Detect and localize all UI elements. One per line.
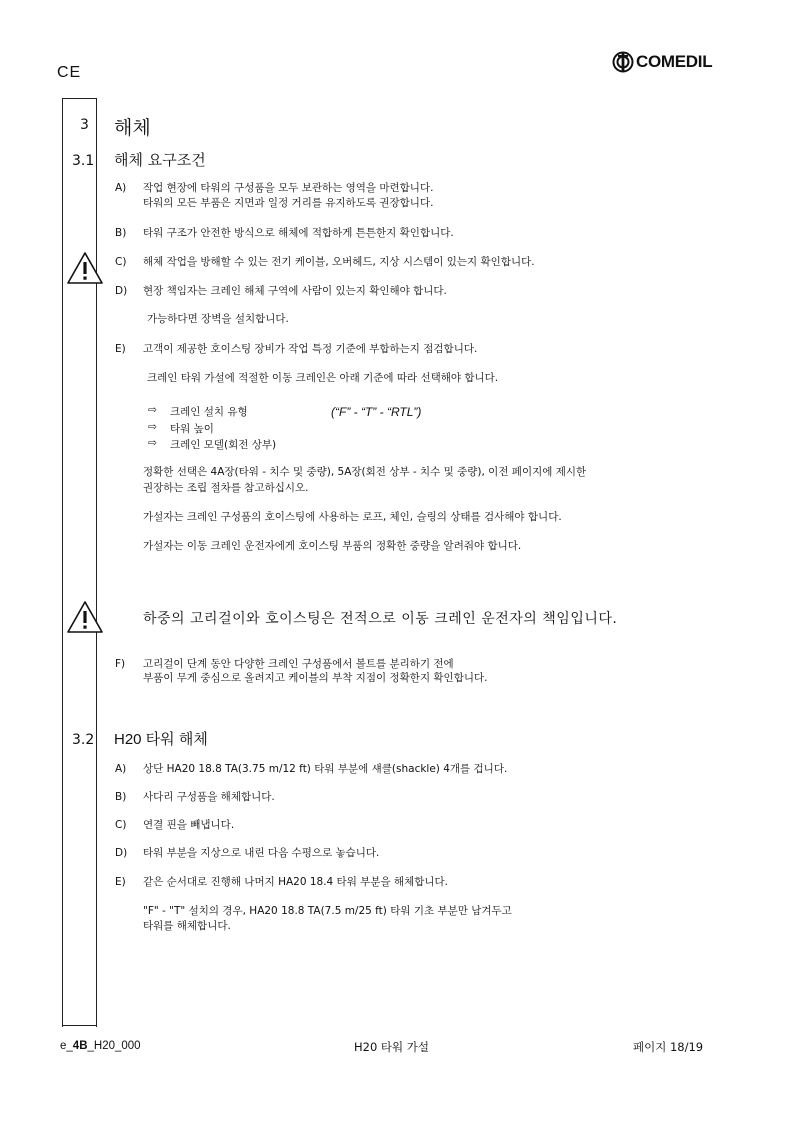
paragraph-text: 권장하는 조립 절차를 참고하십시오. — [143, 482, 309, 494]
item-letter: E) — [115, 343, 126, 355]
warning-statement: 하중의 고리걸이와 호이스팅은 전적으로 이동 크레인 운전자의 책임입니다. — [143, 611, 618, 627]
item-text: 고리걸이 단계 동안 다양한 크레인 구성품에서 볼트를 분리하기 전에 — [143, 658, 454, 670]
paragraph-text: 정확한 선택은 4A장(타워 - 치수 및 중량), 5A장(회전 상부 - 치수 및 중량), 이전 페이지에 제시한 — [143, 466, 587, 478]
section-margin-frame — [62, 98, 97, 1027]
footer-title: H20 타워 가설 — [354, 1040, 430, 1054]
page-number: 페이지 18/19 — [633, 1040, 704, 1054]
item-text: 타워 부분을 지상으로 내린 다음 수평으로 놓습니다. — [143, 847, 380, 859]
item-text: 타워의 모든 부품은 지면과 일정 거리를 유지하도록 권장합니다. — [143, 197, 434, 209]
hollow-arrow-icon: ⇨ — [148, 404, 157, 416]
warning-triangle-icon — [66, 600, 104, 634]
item-text: 사다리 구성품을 해체합니다. — [143, 791, 275, 803]
item-letter: C) — [115, 819, 127, 831]
item-text: 연결 핀을 빼냅니다. — [143, 819, 235, 831]
doc-code-bold: 4B — [72, 1040, 88, 1052]
hollow-arrow-icon: ⇨ — [148, 437, 157, 449]
item-text: 상단 HA20 18.8 TA(3.75 m/12 ft) 타워 부분에 섀클(shackle) 4개를 겁니다. — [143, 763, 508, 775]
paragraph-text: 가설자는 이동 크레인 운전자에게 호이스팅 부품의 정확한 중량을 알려줘야 합니다. — [143, 540, 522, 552]
item-text: 같은 순서대로 진행해 나머지 HA20 18.4 타워 부분을 해체합니다. — [143, 876, 449, 888]
document-code — [60, 1040, 141, 1052]
item-text: 고객이 제공한 호이스팅 장비가 작업 특정 기준에 부합하는지 점검합니다. — [143, 343, 478, 355]
item-text: 가능하다면 장벽을 설치합니다. — [147, 313, 289, 325]
item-letter: F) — [115, 658, 126, 670]
section-title: 해체 — [114, 117, 151, 139]
bullet-text: 크레인 설치 유형 — [170, 406, 248, 418]
item-text: 현장 책임자는 크레인 해체 구역에 사람이 있는지 확인해야 합니다. — [143, 285, 447, 297]
comedil-emblem-icon — [612, 51, 634, 73]
doc-code-prefix: e_ — [60, 1040, 73, 1052]
subsection-title: H20 타워 해체 — [114, 731, 208, 748]
item-letter: D) — [115, 285, 128, 297]
item-letter: A) — [115, 763, 127, 775]
ce-mark: CE — [57, 64, 82, 81]
item-text: 타워를 해체합니다. — [143, 920, 231, 932]
doc-code-suffix: _H20_000 — [87, 1040, 141, 1052]
paragraph-text: 가설자는 크레인 구성품의 호이스팅에 사용하는 로프, 체인, 슬링의 상태를 검사해야 합니다. — [143, 511, 562, 523]
bullet-text: 크레인 모델(회전 상부) — [170, 439, 277, 451]
item-letter: D) — [115, 847, 128, 859]
subsection-title: 해체 요구조건 — [114, 151, 206, 169]
item-letter: A) — [115, 182, 127, 194]
hollow-arrow-icon: ⇨ — [148, 421, 157, 433]
item-letter: B) — [115, 227, 127, 239]
subsection-number: 3.2 — [72, 732, 95, 748]
item-text: 타워 구조가 안전한 방식으로 해체에 적합하게 튼튼한지 확인합니다. — [143, 227, 454, 239]
item-text: "F" - "T" 설치의 경우, HA20 18.8 TA(7.5 m/25 ft) 타워 기초 부분만 남겨두고 — [143, 905, 512, 917]
bullet-text: 타워 높이 — [170, 423, 214, 435]
item-text: 작업 현장에 타워의 구성품을 모두 보관하는 영역을 마련합니다. — [143, 182, 434, 194]
comedil-logo — [612, 51, 712, 73]
frame-bottom-line — [62, 1025, 96, 1026]
installation-type-codes: (“F” - “T” - “RTL”) — [331, 405, 422, 419]
item-letter: E) — [115, 876, 126, 888]
logo-text: COMEDIL — [636, 52, 713, 71]
section-number: 3 — [80, 117, 89, 133]
item-text: 해체 작업을 방해할 수 있는 전기 케이블, 오버헤드, 지상 시스템이 있는지 확인합니다. — [143, 256, 535, 268]
item-text: 크레인 타워 가설에 적절한 이동 크레인은 아래 기준에 따라 선택해야 합니다. — [147, 372, 499, 384]
item-letter: C) — [115, 256, 127, 268]
item-text: 부품이 무게 중심으로 올려지고 케이블의 부착 지점이 정확한지 확인합니다. — [143, 672, 488, 684]
item-letter: B) — [115, 791, 127, 803]
warning-triangle-icon — [66, 251, 104, 285]
subsection-number: 3.1 — [72, 153, 95, 169]
